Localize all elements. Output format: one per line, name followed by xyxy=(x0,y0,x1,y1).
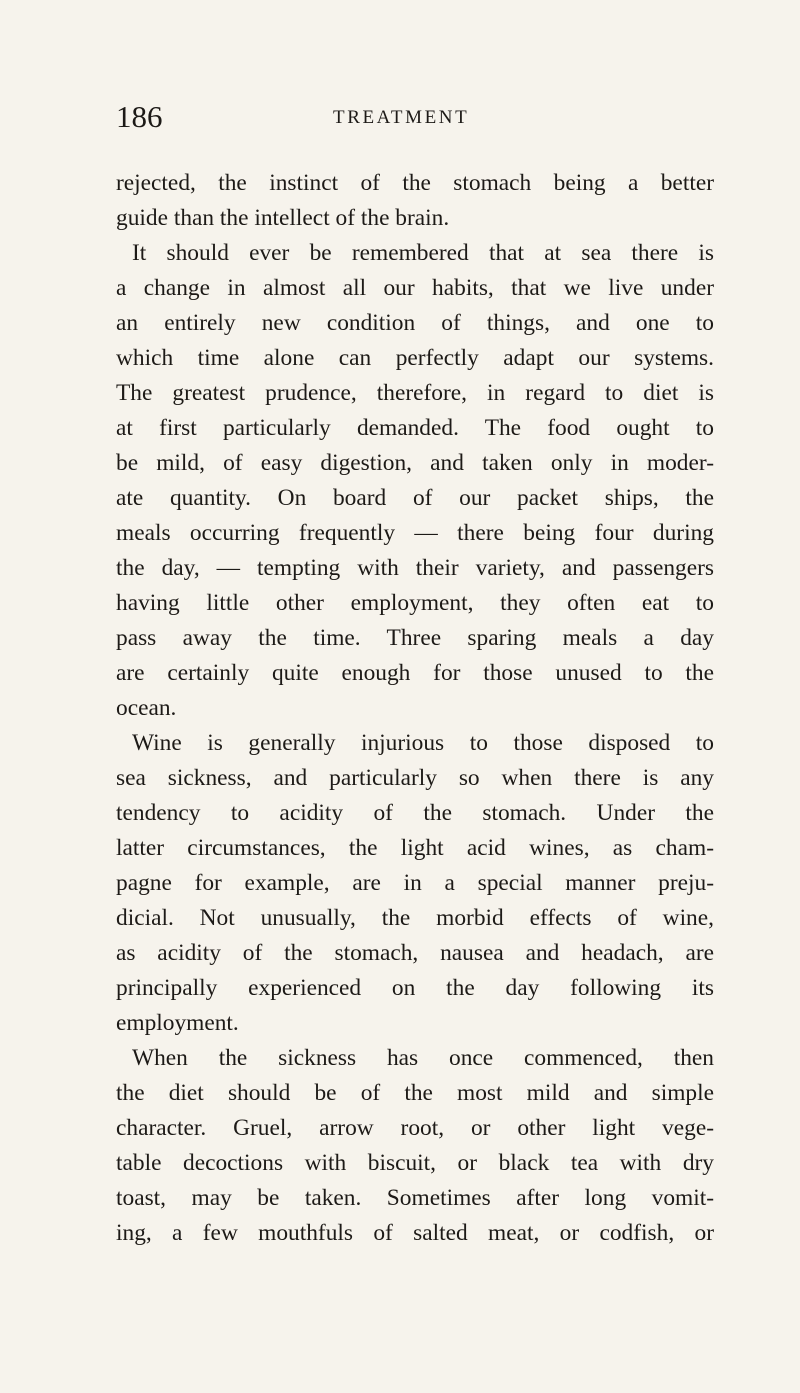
text-line: the day, — tempting with their variety, and passengers xyxy=(116,555,714,581)
text-line: tendency to acidity of the stomach. Under the xyxy=(116,800,714,826)
text-line: ing, a few mouthfuls of salted meat, or codfish, or xyxy=(116,1220,714,1246)
text-line: pass away the time. Three sparing meals a day xyxy=(116,625,714,651)
running-head xyxy=(116,100,716,134)
text-line: principally experienced on the day following its xyxy=(116,975,714,1001)
text-line: are certainly quite enough for those unused to the xyxy=(116,660,714,686)
text-line: character. Gruel, arrow root, or other light vege- xyxy=(116,1115,714,1141)
text-line: toast, may be taken. Sometimes after long vomit- xyxy=(116,1185,714,1211)
text-line: Wine is generally injurious to those disposed to xyxy=(132,730,714,756)
text-line: table decoctions with biscuit, or black tea with dry xyxy=(116,1150,714,1176)
text-line: When the sickness has once commenced, then xyxy=(132,1045,714,1071)
page-number: 186 xyxy=(116,99,163,134)
text-line: at first particularly demanded. The food ought to xyxy=(116,415,714,441)
text-line: as acidity of the stomach, nausea and headach, are xyxy=(116,940,714,966)
text-line: It should ever be remembered that at sea there is xyxy=(132,240,714,266)
text-line: sea sickness, and particularly so when there is any xyxy=(116,765,714,791)
text-line: be mild, of easy digestion, and taken only in moder- xyxy=(116,450,714,476)
text-line: an entirely new condition of things, and one to xyxy=(116,310,714,336)
text-line: The greatest prudence, therefore, in regard to diet is xyxy=(116,380,714,406)
text-line: the diet should be of the most mild and simple xyxy=(116,1080,714,1106)
text-line: dicial. Not unusually, the morbid effects of wine, xyxy=(116,905,714,931)
text-line: having little other employment, they often eat to xyxy=(116,590,714,616)
body-text xyxy=(116,166,714,1251)
text-line: rejected, the instinct of the stomach being a better xyxy=(116,170,714,196)
text-line: a change in almost all our habits, that we live under xyxy=(116,275,714,301)
text-line: which time alone can perfectly adapt our systems. xyxy=(116,345,714,371)
text-line: employment. xyxy=(116,1010,239,1036)
text-line: pagne for example, are in a special manner preju- xyxy=(116,870,714,896)
text-line: meals occurring frequently — there being four during xyxy=(116,520,714,546)
running-title: TREATMENT xyxy=(333,107,470,128)
text-line: ocean. xyxy=(116,695,177,721)
text-line: latter circumstances, the light acid wines, as cham- xyxy=(116,835,714,861)
text-line: guide than the intellect of the brain. xyxy=(116,205,450,231)
text-line: ate quantity. On board of our packet ships, the xyxy=(116,485,714,511)
